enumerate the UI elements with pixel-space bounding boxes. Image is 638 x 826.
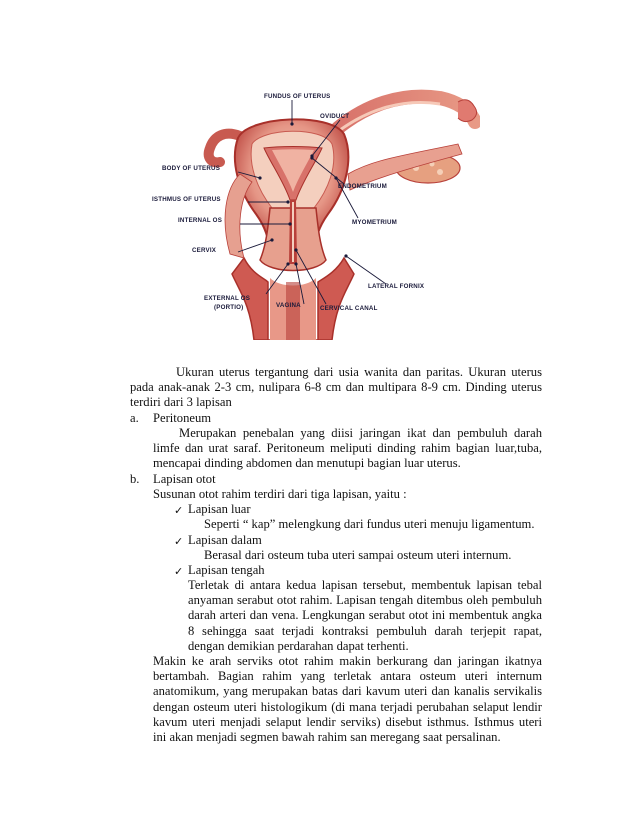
layer-item-title: Lapisan tengah bbox=[188, 563, 265, 577]
uterus-diagram bbox=[140, 78, 480, 340]
layer-item-title: Lapisan luar bbox=[188, 502, 251, 516]
check-icon: ✓ bbox=[174, 504, 184, 517]
section-a-body: Merupakan penebalan yang diisi jaringan ikat dan pembuluh darah limfe dan urat saraf. Peritoneum meliputi dinding rahim bagian luar,tuba, mencapai dinding abdomen dan menutupi bagian luar uterus. bbox=[153, 426, 542, 471]
layer-item-desc: Seperti “ kap” melengkung dari fundus uteri menuju ligamentum. bbox=[204, 517, 535, 531]
label-isthmus: ISTHMUS OF UTERUS bbox=[152, 196, 221, 203]
section-a-marker: a. bbox=[130, 411, 139, 425]
label-vagina: VAGINA bbox=[276, 302, 301, 309]
label-myometrium: MYOMETRIUM bbox=[352, 219, 397, 226]
layer-item-desc: Berasal dari osteum tuba uteri sampai osteum uteri internum. bbox=[204, 548, 512, 562]
layer-item-desc: Terletak di antara kedua lapisan tersebut, membentuk lapisan tebal anyaman serabut otot rahim. Lapisan tengah ditembus oleh pembuluh darah arteri dan vena. Lengkungan serabut otot ini membentuk angka 8 sehingga saat terjadi kontraksi pembuluh darah terjepit rapat, dengan demikian perdarahan dapat terhenti. bbox=[188, 578, 542, 653]
section-b-intro: Susunan otot rahim terdiri dari tiga lapisan, yaitu : bbox=[153, 487, 407, 501]
layer-item-title: Lapisan dalam bbox=[188, 533, 262, 547]
section-b-marker: b. bbox=[130, 472, 140, 486]
label-cervical-canal: CERVICAL CANAL bbox=[320, 305, 378, 312]
label-portio: (PORTIO) bbox=[214, 304, 244, 311]
label-oviduct: OVIDUCT bbox=[320, 113, 350, 120]
fimbriae bbox=[458, 100, 477, 122]
intro-paragraph: Ukuran uterus tergantung dari usia wanita dan paritas. Ukuran uterus pada anak-anak 2-3 cm, nulipara 6-8 cm dan multipara 8-9 cm. Dinding uterus terdiri dari 3 lapisan bbox=[130, 365, 542, 410]
label-body: BODY OF UTERUS bbox=[162, 165, 221, 172]
label-external-os: EXTERNAL OS bbox=[204, 295, 251, 302]
check-icon: ✓ bbox=[174, 535, 184, 548]
uterus-anatomy-figure bbox=[140, 78, 480, 340]
label-internal-os: INTERNAL OS bbox=[178, 217, 223, 224]
label-cervix: CERVIX bbox=[192, 247, 217, 254]
label-fundus: FUNDUS OF UTERUS bbox=[264, 93, 331, 100]
closing-paragraph: Makin ke arah serviks otot rahim makin berkurang dan jaringan ikatnya bertambah. Bagian rahim yang terletak antara osteum uteri internum anatomikum, yang merupakan batas dari kavum uteri dan kanalis servikalis dengan osteum uteri histologikum (di mana terjadi perubahan selaput lendir kavum uteri menjadi selaput lendir serviks) disebut isthmus. Isthmus uteri ini akan menjadi segmen bawah rahim san meregang saat persalinan. bbox=[153, 654, 542, 745]
right-oviduct bbox=[338, 97, 475, 128]
section-b-title: Lapisan otot bbox=[153, 472, 216, 486]
label-endometrium: ENDOMETRIUM bbox=[338, 183, 387, 190]
section-a-title: Peritoneum bbox=[153, 411, 212, 425]
label-lateral-fornix: LATERAL FORNIX bbox=[368, 283, 425, 290]
check-icon: ✓ bbox=[174, 565, 184, 578]
